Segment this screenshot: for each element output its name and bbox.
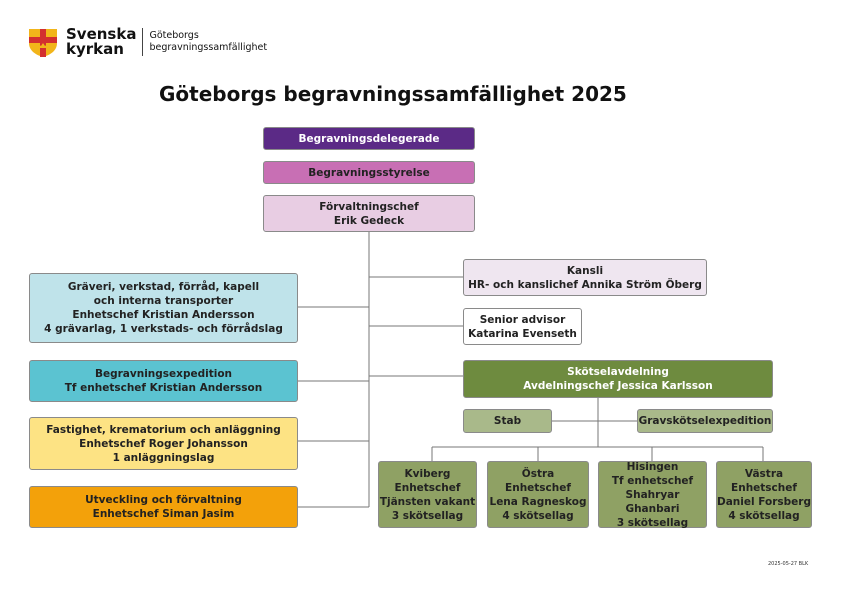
box-fastighet: [29, 417, 298, 470]
box-line: Enhetschef Siman Jasim: [92, 508, 235, 520]
box-forvaltningschef: [263, 195, 475, 232]
box-line: 4 skötsellag: [728, 509, 800, 522]
box-line: 3 skötsellag: [616, 516, 689, 529]
brand-line2: kyrkan: [66, 40, 124, 58]
box-line: Begravningsexpedition: [94, 368, 233, 380]
box-kansli: [463, 259, 707, 296]
box-line: och interna transporter: [93, 295, 234, 307]
box-line: Enhetschef: [731, 481, 797, 494]
brand-line1: Svenska: [66, 25, 137, 43]
box-skotselavdelning: [463, 360, 773, 398]
box-hisingen: [598, 461, 707, 528]
box-line: Kviberg: [404, 467, 451, 480]
box-line: Enhetschef Kristian Andersson: [72, 309, 255, 321]
box-line: Västra: [744, 467, 784, 480]
box-utveckling: [29, 486, 298, 528]
box-line: Enhetschef Roger Johansson: [79, 437, 248, 450]
box-kviberg: [378, 461, 477, 528]
church-shield-icon: [28, 27, 58, 57]
box-ostra: [487, 461, 589, 528]
box-line: Enhetschef: [394, 481, 461, 494]
box-line: Gravskötselexpedition: [638, 415, 772, 427]
box-stab: [463, 409, 552, 433]
box-line: Hisingen: [626, 460, 679, 473]
box-line: Fastighet, krematorium och anläggning: [46, 423, 281, 436]
org-line1: Göteborgs: [149, 30, 199, 41]
box-line: Kansli: [566, 264, 604, 277]
box-begravningsexpedition: [29, 360, 298, 402]
box-line: Gräveri, verkstad, förråd, kapell: [67, 281, 260, 293]
logo: [28, 27, 267, 57]
box-line: Katarina Evenseth: [468, 327, 577, 340]
box-line: Förvaltningschef: [319, 200, 419, 213]
box-line: Lena Ragneskog: [489, 495, 587, 508]
box-line: 4 grävarlag, 1 verkstads- och förrådslag: [44, 323, 283, 335]
box-line: 4 skötsellag: [502, 509, 574, 522]
box-line: Erik Gedeck: [333, 214, 405, 227]
box-vastra: [716, 461, 812, 528]
box-line: HR- och kanslichef Annika Ström Öberg: [468, 278, 702, 291]
logo-separator: [142, 28, 143, 56]
box-line: Tf enhetschef: [611, 474, 694, 487]
box-line: Daniel Forsberg: [717, 495, 811, 508]
box-line: Senior advisor: [479, 313, 566, 326]
box-line: Shahryar Ghanbari: [625, 488, 680, 515]
box-line: Utveckling och förvaltning: [85, 494, 242, 506]
org-line2: begravningssamfällighet: [149, 42, 268, 53]
footer-date: 2025-05-27 BLK: [768, 561, 809, 567]
box-line: Tjänsten vakant: [379, 495, 476, 508]
box-begravningsstyrelse: [263, 161, 475, 184]
box-line: Skötselavdelning: [567, 366, 669, 378]
box-line: Begravningsstyrelse: [308, 166, 430, 179]
box-line: Stab: [493, 415, 522, 427]
page-title: Göteborgs begravningssamfällighet 2025: [159, 82, 627, 106]
box-gravskotselexpedition: [637, 409, 773, 433]
box-line: Begravningsdelegerade: [298, 132, 440, 145]
box-line: Enhetschef: [505, 481, 571, 494]
box-graveri: [29, 273, 298, 343]
box-line: Östra: [521, 467, 555, 480]
box-line: Tf enhetschef Kristian Andersson: [64, 382, 263, 394]
box-line: 3 skötsellag: [391, 509, 464, 522]
box-senior-advisor: [463, 308, 582, 345]
box-begravningsdelegerade: [263, 127, 475, 150]
box-line: Avdelningschef Jessica Karlsson: [523, 380, 713, 392]
box-line: 1 anläggningslag: [112, 451, 215, 464]
